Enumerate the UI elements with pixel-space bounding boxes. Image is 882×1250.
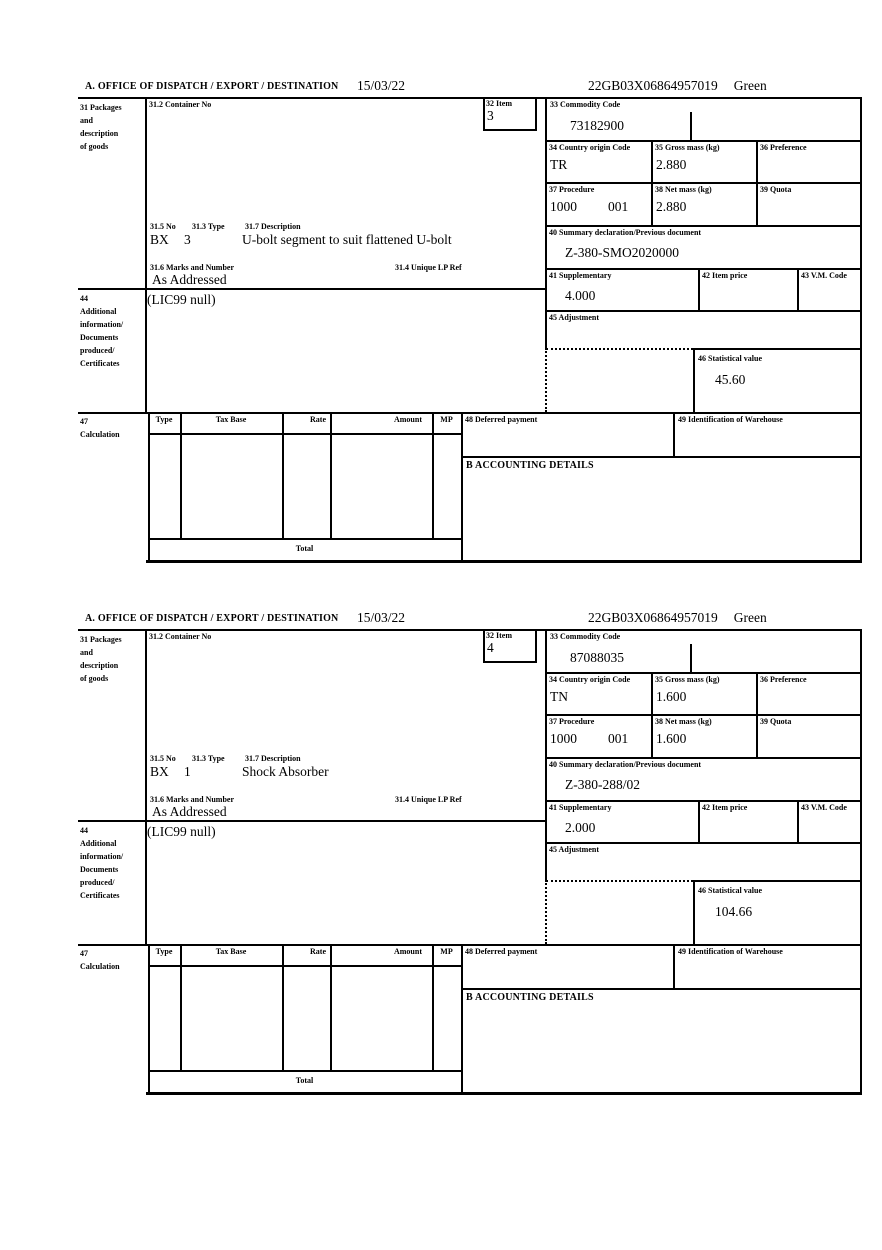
package-no-value: BX [150,764,169,779]
form-line [282,412,284,538]
goods-description-value: U-bolt segment to suit flattened U-bolt [242,232,452,247]
gross-mass-label: 35 Gross mass (kg) [655,143,720,152]
form-line [180,412,182,538]
preference-label: 36 Preference [760,143,807,152]
total-label: Total [295,544,314,553]
form-line [330,412,332,538]
procedure-suffix-value: 001 [608,199,629,214]
form-line [78,412,862,414]
form-line [483,129,535,131]
commodity-code-label: 33 Commodity Code [550,100,621,109]
form-line [461,412,463,560]
form-line [483,97,485,131]
form-line [545,714,860,716]
form-line [545,629,547,880]
form-line [78,288,545,290]
form-line [756,140,758,225]
form-line [651,672,653,757]
net-mass-value: 2.880 [656,199,687,214]
item-price-label: 42 Item price [702,803,748,812]
form-line [148,965,461,967]
container-no-label: 31.2 Container No [149,100,212,109]
form-line [148,944,150,1092]
form-line [698,268,700,310]
amount-header: Amount [393,947,422,956]
mp-header: MP [440,947,453,956]
net-mass-label: 38 Net mass (kg) [655,717,712,726]
form-line [693,880,695,944]
goods-description-label: 31.7 Description [245,222,301,231]
commodity-code-value: 87088035 [570,650,624,665]
adjustment-label: 45 Adjustment [549,313,600,322]
packages-description-label: 31 Packages and description of goods [80,635,122,683]
statistical-value: 104.66 [715,904,753,919]
goods-description-label: 31.7 Description [245,754,301,763]
country-origin-label: 34 Country origin Code [549,675,631,684]
form-line [756,672,758,757]
statistical-value-label: 46 Statistical value [698,886,762,895]
form-line [148,1070,461,1072]
form-line [545,225,860,227]
rate-header: Rate [310,947,326,956]
office-of-dispatch-label: A. OFFICE OF DISPATCH / EXPORT / DESTINATION [85,81,339,92]
form-line [693,348,695,412]
form-line [78,944,862,946]
form-line [797,268,799,310]
supplementary-label: 41 Supplementary [549,271,612,280]
country-origin-value: TR [550,157,568,172]
warehouse-id-label: 49 Identification of Warehouse [678,415,783,424]
package-no-label: 31.5 No [150,222,176,231]
form-line [535,97,537,131]
tax-type-header: Type [155,415,173,424]
amount-header: Amount [393,415,422,424]
form-line [330,944,332,1070]
dotted-line [545,348,547,412]
form-line [461,988,862,990]
declaration-reference: 22GB03X06864957019 [588,610,718,625]
dotted-line [546,348,693,350]
deferred-payment-label: 48 Deferred payment [465,947,538,956]
additional-info-label: 44 Additional information/ Documents produced/ Certificates [80,294,124,368]
form-line [483,629,485,663]
form-line [545,842,860,844]
form-line [673,944,675,988]
total-label: Total [295,1076,314,1085]
package-type-value: 3 [184,232,191,247]
form-line [145,97,147,412]
tax-base-header: Tax Base [215,947,247,956]
vm-code-label: 43 V.M. Code [801,803,847,812]
previous-document-value: Z-380-SMO2020000 [565,245,679,260]
dotted-line [545,880,547,944]
deferred-payment-label: 48 Deferred payment [465,415,538,424]
previous-document-value: Z-380-288/02 [565,777,640,792]
quota-label: 39 Quota [760,717,792,726]
commodity-code-separator [690,112,692,140]
form-line [545,672,860,674]
marks-number-label: 31.6 Marks and Number [150,795,235,804]
declaration-item-section [0,610,882,1142]
declaration-date: 15/03/22 [357,78,406,93]
procedure-label: 37 Procedure [549,185,595,194]
commodity-code-value: 73182900 [570,118,624,133]
form-line [145,629,147,944]
gross-mass-label: 35 Gross mass (kg) [655,675,720,684]
item-number-label: 32 Item [486,631,512,640]
route-status: Green [733,610,767,625]
previous-document-label: 40 Summary declaration/Previous document [549,228,702,237]
quota-label: 39 Quota [760,185,792,194]
form-line [180,944,182,1070]
net-mass-label: 38 Net mass (kg) [655,185,712,194]
route-status: Green [733,78,767,93]
declaration-item-section [0,78,882,610]
rate-header: Rate [310,415,326,424]
item-number-value: 4 [487,640,494,655]
package-type-label: 31.3 Type [192,754,225,763]
commodity-code-separator [690,644,692,672]
form-line [483,661,535,663]
country-origin-value: TN [550,689,568,704]
form-line [693,348,860,350]
marks-number-label: 31.6 Marks and Number [150,263,235,272]
form-line [651,140,653,225]
gross-mass-value: 2.880 [656,157,687,172]
form-line [148,538,461,540]
form-line [78,97,862,99]
form-line [673,412,675,456]
additional-info-value: (LIC99 null) [147,824,216,839]
calculation-label: 47 Calculation [80,949,120,971]
supplementary-value: 4.000 [565,288,596,303]
procedure-value: 1000 [550,199,577,214]
tax-type-header: Type [155,947,173,956]
form-line [545,310,860,312]
gross-mass-value: 1.600 [656,689,687,704]
accounting-details-label: B ACCOUNTING DETAILS [466,992,594,1003]
form-line [860,629,862,1092]
form-line [535,629,537,663]
form-line [545,268,860,270]
package-type-label: 31.3 Type [192,222,225,231]
item-price-label: 42 Item price [702,271,748,280]
declaration-reference: 22GB03X06864957019 [588,78,718,93]
declaration-date: 15/03/22 [357,610,406,625]
accounting-details-label: B ACCOUNTING DETAILS [466,460,594,471]
previous-document-label: 40 Summary declaration/Previous document [549,760,702,769]
procedure-value: 1000 [550,731,577,746]
form-line [148,433,461,435]
item-number-value: 3 [487,108,494,123]
commodity-code-label: 33 Commodity Code [550,632,621,641]
procedure-suffix-value: 001 [608,731,629,746]
form-line [545,140,860,142]
form-line [146,1092,862,1095]
declaration-reference-group [588,78,767,93]
adjustment-label: 45 Adjustment [549,845,600,854]
form-line [461,944,463,1092]
statistical-value-label: 46 Statistical value [698,354,762,363]
form-line [282,944,284,1070]
additional-info-value: (LIC99 null) [147,292,216,307]
item-number-label: 32 Item [486,99,512,108]
form-line [545,800,860,802]
office-of-dispatch-label: A. OFFICE OF DISPATCH / EXPORT / DESTINATION [85,613,339,624]
form-line [432,412,434,538]
packages-description-label: 31 Packages and description of goods [80,103,122,151]
preference-label: 36 Preference [760,675,807,684]
additional-info-label: 44 Additional information/ Documents produced/ Certificates [80,826,124,900]
form-line [860,97,862,560]
form-line [432,944,434,1070]
mp-header: MP [440,415,453,424]
supplementary-value: 2.000 [565,820,596,835]
unique-lp-ref-label: 31.4 Unique LP Ref [395,795,462,804]
form-line [78,820,545,822]
unique-lp-ref-label: 31.4 Unique LP Ref [395,263,462,272]
form-line [797,800,799,842]
statistical-value: 45.60 [715,372,746,387]
form-line [545,97,547,348]
declaration-reference-group [588,610,767,625]
container-no-label: 31.2 Container No [149,632,212,641]
tax-base-header: Tax Base [215,415,247,424]
vm-code-label: 43 V.M. Code [801,271,847,280]
procedure-label: 37 Procedure [549,717,595,726]
marks-number-value: As Addressed [152,272,227,287]
form-line [545,757,860,759]
package-type-value: 1 [184,764,191,779]
supplementary-label: 41 Supplementary [549,803,612,812]
form-line [693,880,860,882]
package-no-label: 31.5 No [150,754,176,763]
form-line [146,560,862,563]
form-line [698,800,700,842]
form-line [545,182,860,184]
form-line [461,456,862,458]
dotted-line [546,880,693,882]
country-origin-label: 34 Country origin Code [549,143,631,152]
net-mass-value: 1.600 [656,731,687,746]
goods-description-value: Shock Absorber [242,764,329,779]
calculation-label: 47 Calculation [80,417,120,439]
form-line [148,412,150,560]
warehouse-id-label: 49 Identification of Warehouse [678,947,783,956]
package-no-value: BX [150,232,169,247]
form-line [78,629,862,631]
marks-number-value: As Addressed [152,804,227,819]
